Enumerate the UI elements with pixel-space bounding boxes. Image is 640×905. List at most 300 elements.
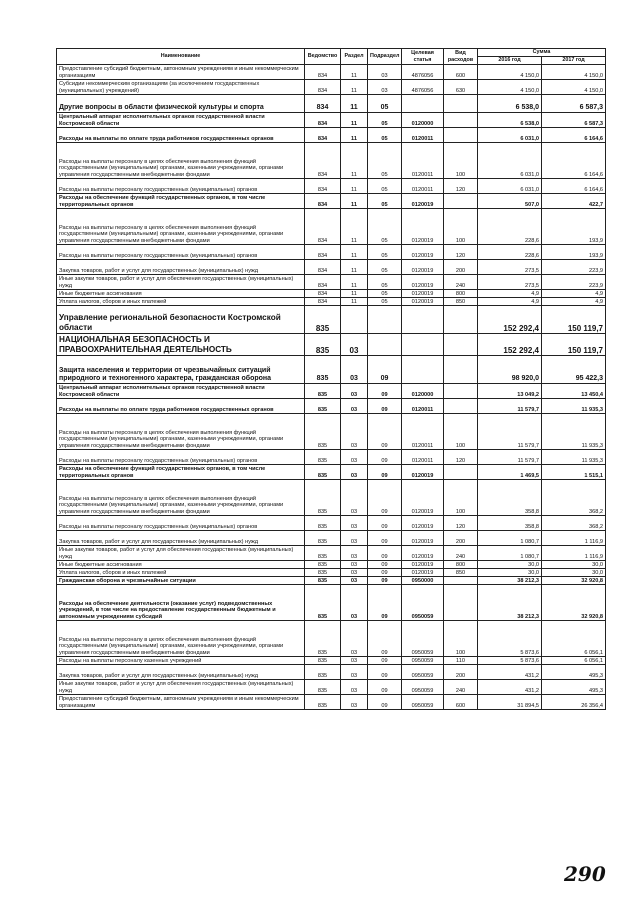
row-celevaya-statya: 0120011 xyxy=(402,414,444,450)
table-row xyxy=(57,414,606,450)
row-podrazdel: 09 xyxy=(368,450,402,465)
row-name: Предоставление субсидий бюджетным, автономным учреждениям и иным некоммерческим организациям xyxy=(57,695,305,710)
row-vedomstvo: 835 xyxy=(305,546,341,561)
row-celevaya-statya: 0120000 xyxy=(402,384,444,399)
row-podrazdel: 05 xyxy=(368,245,402,260)
table-row xyxy=(57,113,606,128)
header-vid-rashodov: Вид расходов xyxy=(444,49,478,65)
row-sum-2017: 95 422,3 xyxy=(542,356,606,384)
row-vid-rashodov xyxy=(444,113,478,128)
row-sum-2017: 26 356,4 xyxy=(542,695,606,710)
row-vedomstvo: 835 xyxy=(305,399,341,414)
row-vedomstvo: 834 xyxy=(305,179,341,194)
row-celevaya-statya: 0120019 xyxy=(402,209,444,245)
row-celevaya-statya: 0120019 xyxy=(402,480,444,516)
row-celevaya-statya: 4876056 xyxy=(402,80,444,95)
row-podrazdel: 09 xyxy=(368,665,402,680)
row-vedomstvo: 834 xyxy=(305,143,341,179)
row-razdel: 03 xyxy=(341,665,368,680)
row-sum-2016: 228,6 xyxy=(478,245,542,260)
row-razdel: 03 xyxy=(341,450,368,465)
row-razdel: 03 xyxy=(341,657,368,665)
row-razdel: 03 xyxy=(341,546,368,561)
table-row xyxy=(57,561,606,569)
row-name: Расходы на выплаты персоналу в целях обеспечения выполнения функций государственными (муниципальными) органами, казенными учреждениями, органами управления государственными внебюджетными фондами xyxy=(57,143,305,179)
row-razdel: 03 xyxy=(341,561,368,569)
row-vedomstvo: 835 xyxy=(305,531,341,546)
row-celevaya-statya xyxy=(402,356,444,384)
row-vedomstvo: 835 xyxy=(305,334,341,356)
row-sum-2016: 5 873,6 xyxy=(478,621,542,657)
row-sum-2016: 6 031,0 xyxy=(478,128,542,143)
row-sum-2016: 11 579,7 xyxy=(478,414,542,450)
table-row xyxy=(57,95,606,113)
row-celevaya-statya: 0120019 xyxy=(402,561,444,569)
row-sum-2016: 431,2 xyxy=(478,665,542,680)
row-celevaya-statya: 0120019 xyxy=(402,465,444,480)
table-row xyxy=(57,179,606,194)
header-year-2016: 2016 год xyxy=(478,57,542,65)
row-vedomstvo: 835 xyxy=(305,695,341,710)
row-sum-2016: 4 150,0 xyxy=(478,65,542,80)
table-row xyxy=(57,306,606,334)
row-podrazdel: 05 xyxy=(368,143,402,179)
row-name: Иные бюджетные ассигнования xyxy=(57,290,305,298)
table-row xyxy=(57,298,606,306)
row-celevaya-statya: 0950059 xyxy=(402,585,444,621)
row-razdel: 03 xyxy=(341,680,368,695)
row-name: Закупка товаров, работ и услуг для государственных (муниципальных) нужд xyxy=(57,260,305,275)
row-podrazdel: 09 xyxy=(368,569,402,577)
row-sum-2017: 368,2 xyxy=(542,480,606,516)
row-sum-2017: 11 935,3 xyxy=(542,450,606,465)
row-sum-2016: 228,6 xyxy=(478,209,542,245)
row-vid-rashodov xyxy=(444,399,478,414)
row-razdel: 11 xyxy=(341,290,368,298)
row-sum-2016: 11 579,7 xyxy=(478,399,542,414)
row-sum-2016: 13 049,2 xyxy=(478,384,542,399)
row-vedomstvo: 835 xyxy=(305,384,341,399)
row-sum-2016: 98 920,0 xyxy=(478,356,542,384)
row-celevaya-statya: 0950059 xyxy=(402,680,444,695)
row-sum-2017: 150 119,7 xyxy=(542,334,606,356)
row-podrazdel: 09 xyxy=(368,356,402,384)
budget-table xyxy=(56,48,606,710)
table-row xyxy=(57,621,606,657)
row-razdel: 11 xyxy=(341,65,368,80)
row-podrazdel: 09 xyxy=(368,399,402,414)
row-sum-2017: 1 515,1 xyxy=(542,465,606,480)
row-sum-2017: 193,9 xyxy=(542,209,606,245)
row-celevaya-statya: 0950059 xyxy=(402,695,444,710)
row-razdel: 11 xyxy=(341,194,368,209)
row-vedomstvo: 834 xyxy=(305,113,341,128)
row-sum-2017: 30,0 xyxy=(542,569,606,577)
row-vid-rashodov: 850 xyxy=(444,298,478,306)
row-vid-rashodov: 100 xyxy=(444,143,478,179)
row-celevaya-statya: 0120019 xyxy=(402,546,444,561)
row-vid-rashodov xyxy=(444,95,478,113)
row-vedomstvo: 835 xyxy=(305,450,341,465)
row-podrazdel: 05 xyxy=(368,260,402,275)
table-row xyxy=(57,531,606,546)
row-razdel xyxy=(341,306,368,334)
row-name: Субсидии некоммерческим организациям (за исключением государственных (муниципальных) учреждений) xyxy=(57,80,305,95)
header-razdel: Раздел xyxy=(341,49,368,65)
row-sum-2016: 6 031,0 xyxy=(478,143,542,179)
row-celevaya-statya: 0120019 xyxy=(402,275,444,290)
row-celevaya-statya: 0120011 xyxy=(402,128,444,143)
row-sum-2016: 358,8 xyxy=(478,516,542,531)
row-name: Расходы на выплаты по оплате труда работников государственных органов xyxy=(57,128,305,143)
row-name: Расходы на выплаты персоналу в целях обеспечения выполнения функций государственными (муниципальными) органами, казенными учреждениями, органами управления государственными внебюджетными фондами xyxy=(57,414,305,450)
row-vid-rashodov: 630 xyxy=(444,80,478,95)
row-vid-rashodov: 100 xyxy=(444,621,478,657)
row-vedomstvo: 834 xyxy=(305,194,341,209)
row-razdel: 11 xyxy=(341,209,368,245)
row-name: Расходы на обеспечение функций государственных органов, в том числе территориальных органов xyxy=(57,465,305,480)
row-name: Иные закупки товаров, работ и услуг для обеспечения государственных (муниципальных) нужд xyxy=(57,680,305,695)
row-vid-rashodov xyxy=(444,306,478,334)
table-row xyxy=(57,65,606,80)
row-sum-2016: 507,0 xyxy=(478,194,542,209)
row-name: Расходы на обеспечение функций государственных органов, в том числе территориальных органов xyxy=(57,194,305,209)
row-sum-2016: 358,8 xyxy=(478,480,542,516)
row-vid-rashodov: 850 xyxy=(444,569,478,577)
header-podrazdel: Подраздел xyxy=(368,49,402,65)
row-vid-rashodov: 800 xyxy=(444,561,478,569)
row-razdel: 03 xyxy=(341,516,368,531)
row-name: Расходы на выплаты персоналу государственных (муниципальных) органов xyxy=(57,245,305,260)
row-podrazdel: 09 xyxy=(368,546,402,561)
row-sum-2017: 6 056,1 xyxy=(542,657,606,665)
row-sum-2017: 150 119,7 xyxy=(542,306,606,334)
row-name: Расходы на выплаты персоналу в целях обеспечения выполнения функций государственными (муниципальными) органами, казенными учреждениями, органами управления государственными внебюджетными фондами xyxy=(57,480,305,516)
row-name: Расходы на выплаты персоналу в целях обеспечения выполнения функций государственными (муниципальными) органами, казенными учреждениями, органами управления государственными внебюджетными фондами xyxy=(57,621,305,657)
row-vid-rashodov: 120 xyxy=(444,516,478,531)
row-razdel: 11 xyxy=(341,260,368,275)
table-row xyxy=(57,695,606,710)
row-podrazdel: 09 xyxy=(368,414,402,450)
row-sum-2017: 1 116,9 xyxy=(542,546,606,561)
row-vedomstvo: 835 xyxy=(305,577,341,585)
row-name: Расходы на выплаты по оплате труда работников государственных органов xyxy=(57,399,305,414)
row-razdel: 11 xyxy=(341,179,368,194)
row-vedomstvo: 835 xyxy=(305,480,341,516)
row-vid-rashodov: 600 xyxy=(444,695,478,710)
row-sum-2017: 422,7 xyxy=(542,194,606,209)
row-vid-rashodov: 240 xyxy=(444,680,478,695)
row-vid-rashodov xyxy=(444,465,478,480)
row-sum-2016: 4,9 xyxy=(478,290,542,298)
row-podrazdel: 09 xyxy=(368,577,402,585)
row-sum-2016: 1 080,7 xyxy=(478,531,542,546)
row-name: НАЦИОНАЛЬНАЯ БЕЗОПАСНОСТЬ И ПРАВООХРАНИТЕЛЬНАЯ ДЕЯТЕЛЬНОСТЬ xyxy=(57,334,305,356)
table-row xyxy=(57,209,606,245)
page-number: 290 xyxy=(564,862,606,886)
table-row xyxy=(57,80,606,95)
row-vedomstvo: 834 xyxy=(305,290,341,298)
row-podrazdel: 05 xyxy=(368,128,402,143)
row-sum-2016: 31 894,5 xyxy=(478,695,542,710)
row-podrazdel: 09 xyxy=(368,531,402,546)
row-razdel: 03 xyxy=(341,585,368,621)
row-razdel: 11 xyxy=(341,113,368,128)
row-name: Расходы на выплаты персоналу государственных (муниципальных) органов xyxy=(57,179,305,194)
row-celevaya-statya: 0120011 xyxy=(402,399,444,414)
row-vid-rashodov xyxy=(444,577,478,585)
row-celevaya-statya: 0950000 xyxy=(402,577,444,585)
row-sum-2017: 11 935,3 xyxy=(542,399,606,414)
row-vedomstvo: 835 xyxy=(305,621,341,657)
table-row xyxy=(57,128,606,143)
row-vid-rashodov: 200 xyxy=(444,665,478,680)
row-celevaya-statya: 0120019 xyxy=(402,516,444,531)
row-razdel: 11 xyxy=(341,80,368,95)
row-vedomstvo: 834 xyxy=(305,275,341,290)
row-vid-rashodov: 100 xyxy=(444,414,478,450)
row-vedomstvo: 834 xyxy=(305,80,341,95)
row-razdel: 11 xyxy=(341,275,368,290)
row-celevaya-statya: 0120019 xyxy=(402,531,444,546)
row-celevaya-statya: 0950059 xyxy=(402,621,444,657)
row-vedomstvo: 835 xyxy=(305,561,341,569)
row-name: Расходы на выплаты персоналу государственных (муниципальных) органов xyxy=(57,450,305,465)
row-celevaya-statya xyxy=(402,334,444,356)
row-podrazdel: 09 xyxy=(368,621,402,657)
row-sum-2016: 30,0 xyxy=(478,569,542,577)
row-vid-rashodov: 100 xyxy=(444,480,478,516)
row-sum-2017: 368,2 xyxy=(542,516,606,531)
row-razdel: 03 xyxy=(341,465,368,480)
header-summa: Сумма xyxy=(478,49,606,57)
row-name: Расходы на выплаты персоналу государственных (муниципальных) органов xyxy=(57,516,305,531)
row-podrazdel: 03 xyxy=(368,65,402,80)
table-row xyxy=(57,516,606,531)
row-celevaya-statya: 0950059 xyxy=(402,657,444,665)
row-sum-2016: 1 080,7 xyxy=(478,546,542,561)
row-sum-2017: 11 935,3 xyxy=(542,414,606,450)
row-name: Закупка товаров, работ и услуг для государственных (муниципальных) нужд xyxy=(57,665,305,680)
row-name: Иные бюджетные ассигнования xyxy=(57,561,305,569)
header-year-2017: 2017 год xyxy=(542,57,606,65)
row-vedomstvo: 834 xyxy=(305,245,341,260)
row-sum-2017: 6 164,6 xyxy=(542,143,606,179)
row-razdel: 03 xyxy=(341,399,368,414)
table-row xyxy=(57,143,606,179)
table-row xyxy=(57,465,606,480)
row-razdel: 11 xyxy=(341,95,368,113)
row-sum-2017: 6 164,6 xyxy=(542,179,606,194)
table-row xyxy=(57,585,606,621)
row-vid-rashodov: 110 xyxy=(444,657,478,665)
row-celevaya-statya: 0120000 xyxy=(402,113,444,128)
row-sum-2017: 6 164,6 xyxy=(542,128,606,143)
row-vid-rashodov: 240 xyxy=(444,546,478,561)
row-vedomstvo: 834 xyxy=(305,95,341,113)
table-row xyxy=(57,680,606,695)
row-name: Иные закупки товаров, работ и услуг для обеспечения государственных (муниципальных) нужд xyxy=(57,546,305,561)
row-podrazdel: 05 xyxy=(368,290,402,298)
row-celevaya-statya xyxy=(402,306,444,334)
table-row xyxy=(57,260,606,275)
row-celevaya-statya: 0120019 xyxy=(402,569,444,577)
row-podrazdel xyxy=(368,306,402,334)
row-vid-rashodov xyxy=(444,128,478,143)
row-sum-2017: 223,9 xyxy=(542,260,606,275)
row-sum-2016: 431,2 xyxy=(478,680,542,695)
row-podrazdel: 09 xyxy=(368,695,402,710)
row-sum-2016: 4 150,0 xyxy=(478,80,542,95)
row-vid-rashodov xyxy=(444,585,478,621)
row-celevaya-statya: 0950059 xyxy=(402,665,444,680)
row-vedomstvo: 835 xyxy=(305,306,341,334)
row-celevaya-statya: 0120011 xyxy=(402,179,444,194)
row-sum-2017: 1 116,9 xyxy=(542,531,606,546)
row-vedomstvo: 835 xyxy=(305,414,341,450)
row-vedomstvo: 835 xyxy=(305,516,341,531)
row-vid-rashodov: 800 xyxy=(444,290,478,298)
row-name: Защита населения и территории от чрезвычайных ситуаций природного и техногенного характера, гражданская оборона xyxy=(57,356,305,384)
row-podrazdel: 05 xyxy=(368,298,402,306)
row-name: Расходы на обеспечение деятельности (оказание услуг) подведомственных учреждений, в том числе на предоставление государственным бюджетным и автономным учреждениям субсидий xyxy=(57,585,305,621)
row-celevaya-statya: 4876056 xyxy=(402,65,444,80)
row-vedomstvo: 835 xyxy=(305,657,341,665)
row-razdel: 03 xyxy=(341,531,368,546)
row-sum-2016: 273,5 xyxy=(478,275,542,290)
table-row xyxy=(57,480,606,516)
table-row xyxy=(57,399,606,414)
row-razdel: 11 xyxy=(341,245,368,260)
row-sum-2017: 32 920,8 xyxy=(542,577,606,585)
row-sum-2016: 152 292,4 xyxy=(478,306,542,334)
budget-table-sheet xyxy=(56,48,605,710)
row-vid-rashodov: 120 xyxy=(444,450,478,465)
row-podrazdel: 09 xyxy=(368,480,402,516)
row-celevaya-statya: 0120011 xyxy=(402,450,444,465)
table-row xyxy=(57,384,606,399)
row-vedomstvo: 834 xyxy=(305,128,341,143)
row-vedomstvo: 835 xyxy=(305,569,341,577)
row-sum-2017: 6 587,3 xyxy=(542,113,606,128)
row-sum-2017: 32 920,8 xyxy=(542,585,606,621)
row-sum-2017: 4 150,0 xyxy=(542,80,606,95)
row-name: Уплата налогов, сборов и иных платежей xyxy=(57,298,305,306)
row-celevaya-statya xyxy=(402,95,444,113)
row-celevaya-statya: 0120011 xyxy=(402,143,444,179)
row-sum-2016: 4,9 xyxy=(478,298,542,306)
row-podrazdel: 09 xyxy=(368,465,402,480)
row-razdel: 11 xyxy=(341,298,368,306)
row-sum-2016: 1 469,5 xyxy=(478,465,542,480)
row-razdel: 03 xyxy=(341,695,368,710)
row-sum-2016: 30,0 xyxy=(478,561,542,569)
table-row xyxy=(57,194,606,209)
row-name: Гражданская оборона и чрезвычайные ситуации xyxy=(57,577,305,585)
row-vid-rashodov: 100 xyxy=(444,209,478,245)
row-vid-rashodov xyxy=(444,356,478,384)
row-vedomstvo: 835 xyxy=(305,585,341,621)
row-vid-rashodov: 600 xyxy=(444,65,478,80)
row-sum-2017: 4,9 xyxy=(542,290,606,298)
row-sum-2016: 273,5 xyxy=(478,260,542,275)
row-vedomstvo: 835 xyxy=(305,465,341,480)
row-sum-2016: 11 579,7 xyxy=(478,450,542,465)
row-vid-rashodov xyxy=(444,194,478,209)
table-row xyxy=(57,657,606,665)
row-sum-2016: 6 031,0 xyxy=(478,179,542,194)
row-podrazdel: 05 xyxy=(368,275,402,290)
row-razdel: 03 xyxy=(341,334,368,356)
table-body xyxy=(57,65,606,710)
row-vedomstvo: 834 xyxy=(305,260,341,275)
row-name: Иные закупки товаров, работ и услуг для обеспечения государственных (муниципальных) нужд xyxy=(57,275,305,290)
row-podrazdel xyxy=(368,334,402,356)
table-row xyxy=(57,290,606,298)
row-vedomstvo: 834 xyxy=(305,298,341,306)
row-razdel: 03 xyxy=(341,480,368,516)
row-celevaya-statya: 0120019 xyxy=(402,298,444,306)
row-celevaya-statya: 0120019 xyxy=(402,245,444,260)
table-row xyxy=(57,245,606,260)
row-podrazdel: 09 xyxy=(368,680,402,695)
row-vid-rashodov: 120 xyxy=(444,179,478,194)
row-sum-2016: 38 212,3 xyxy=(478,577,542,585)
row-sum-2017: 30,0 xyxy=(542,561,606,569)
row-razdel: 03 xyxy=(341,384,368,399)
row-vedomstvo: 835 xyxy=(305,665,341,680)
row-vedomstvo: 834 xyxy=(305,209,341,245)
row-sum-2017: 13 450,4 xyxy=(542,384,606,399)
row-vid-rashodov: 240 xyxy=(444,275,478,290)
header-name: Наименование xyxy=(57,49,305,65)
table-row xyxy=(57,569,606,577)
row-sum-2017: 4 150,0 xyxy=(542,65,606,80)
header-vedomstvo: Ведомство xyxy=(305,49,341,65)
row-sum-2017: 4,9 xyxy=(542,298,606,306)
row-vid-rashodov: 200 xyxy=(444,260,478,275)
row-sum-2017: 223,9 xyxy=(542,275,606,290)
row-vid-rashodov: 120 xyxy=(444,245,478,260)
row-podrazdel: 05 xyxy=(368,113,402,128)
row-name: Другие вопросы в области физической культуры и спорта xyxy=(57,95,305,113)
row-sum-2017: 495,3 xyxy=(542,665,606,680)
table-row xyxy=(57,356,606,384)
row-name: Центральный аппарат исполнительных органов государственной власти Костромской области xyxy=(57,113,305,128)
row-name: Предоставление субсидий бюджетным, автономным учреждениям и иным некоммерческим организациям xyxy=(57,65,305,80)
row-razdel: 03 xyxy=(341,414,368,450)
row-name: Расходы на выплаты персоналу в целях обеспечения выполнения функций государственными (муниципальными) органами, казенными учреждениями, органами управления государственными внебюджетными фондами xyxy=(57,209,305,245)
row-sum-2017: 193,9 xyxy=(542,245,606,260)
row-sum-2017: 6 056,1 xyxy=(542,621,606,657)
row-celevaya-statya: 0120019 xyxy=(402,194,444,209)
row-sum-2016: 5 873,6 xyxy=(478,657,542,665)
row-razdel: 11 xyxy=(341,128,368,143)
table-row xyxy=(57,577,606,585)
table-row xyxy=(57,334,606,356)
row-name: Уплата налогов, сборов и иных платежей xyxy=(57,569,305,577)
row-podrazdel: 05 xyxy=(368,194,402,209)
row-razdel: 11 xyxy=(341,143,368,179)
row-vedomstvo: 835 xyxy=(305,356,341,384)
row-podrazdel: 09 xyxy=(368,516,402,531)
table-row xyxy=(57,665,606,680)
row-name: Закупка товаров, работ и услуг для государственных (муниципальных) нужд xyxy=(57,531,305,546)
table-row xyxy=(57,275,606,290)
row-podrazdel: 03 xyxy=(368,80,402,95)
row-podrazdel: 09 xyxy=(368,657,402,665)
row-name: Управление региональной безопасности Костромской области xyxy=(57,306,305,334)
